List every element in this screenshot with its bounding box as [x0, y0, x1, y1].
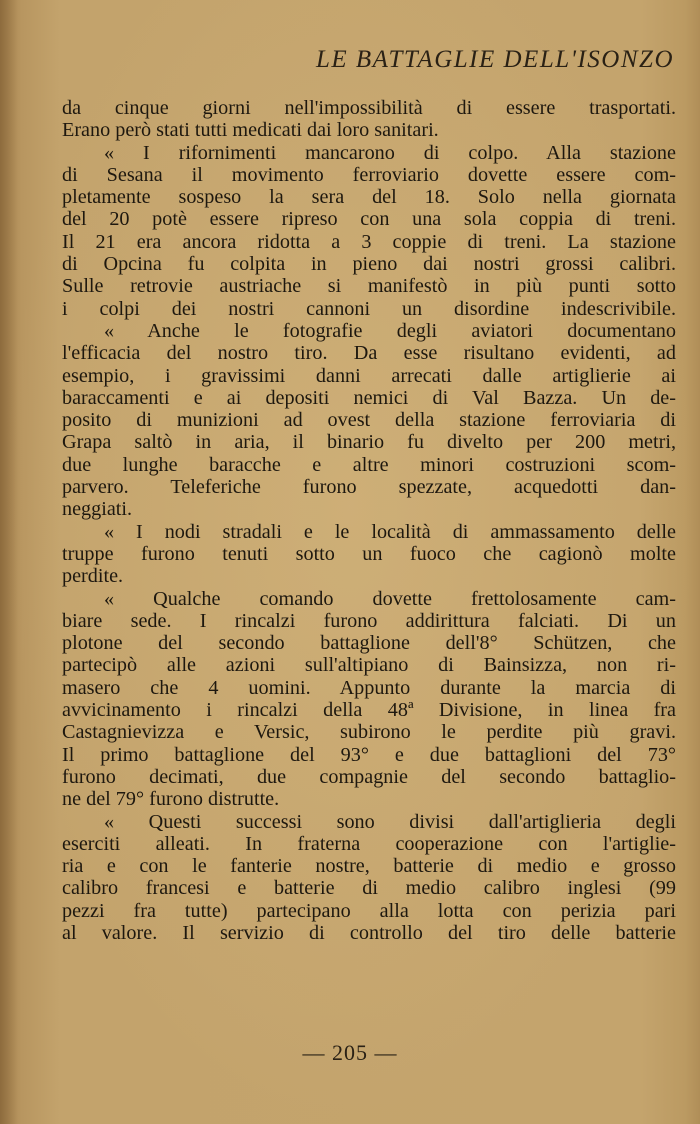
text-line: « Qualche comando dovette frettolosamente cam-	[104, 587, 676, 610]
text-line: calibro francesi e batterie di medio calibro inglesi (99	[62, 877, 676, 900]
paragraph	[62, 521, 676, 588]
text-line: i colpi dei nostri cannoni un disordine indescrivibile.	[62, 297, 676, 320]
text-line: parvero. Teleferiche furono spezzate, acquedotti dan-	[62, 476, 676, 499]
text-line: l'efficacia del nostro tiro. Da esse risultano evidenti, ad	[62, 342, 676, 365]
text-line: ria e con le fanterie nostre, batterie di medio e grosso	[62, 855, 676, 878]
text-line: furono decimati, due compagnie del secondo battaglio-	[62, 765, 676, 788]
text-line: di Sesana il movimento ferroviario dovette essere com-	[62, 163, 676, 186]
text-line: di Opcina fu colpita in pieno dai nostri grossi calibri.	[62, 253, 676, 276]
text-line: del 20 potè essere ripreso con una sola coppia di treni.	[62, 208, 676, 231]
body-text	[62, 97, 676, 944]
text-line: « I rifornimenti mancarono di colpo. Alla stazione	[104, 141, 676, 164]
text-line: pletamente sospeso la sera del 18. Solo nella giornata	[62, 186, 676, 209]
paragraph	[62, 811, 676, 945]
page-number: — 205 —	[302, 1040, 398, 1065]
binding-shadow	[0, 0, 18, 1124]
text-line: « I nodi stradali e le località di ammassamento delle	[104, 520, 676, 543]
text-line: eserciti alleati. In fraterna cooperazione con l'artiglie-	[62, 832, 676, 855]
text-line: masero che 4 uomini. Appunto durante la marcia di	[62, 676, 676, 699]
running-title: LE BATTAGLIE DELL'ISONZO	[315, 46, 674, 73]
text-line: al valore. Il servizio di controllo del tiro delle batterie	[62, 921, 676, 944]
text-line: posito di munizioni ad ovest della stazione ferroviaria di	[62, 409, 676, 432]
text-line: plotone del secondo battaglione dell'8° Schützen, che	[62, 632, 676, 655]
text-line: biare sede. I rincalzi furono addirittura falciati. Di un	[62, 609, 676, 632]
text-line: Erano però stati tutti medicati dai loro sanitari.	[62, 119, 439, 142]
paragraph	[62, 320, 676, 521]
text-line: Il primo battaglione del 93° e due battaglioni del 73°	[62, 743, 676, 766]
text-line: baraccamenti e ai depositi nemici di Val Bazza. Un de-	[62, 386, 676, 409]
text-line: due lunghe baracche e altre minori costruzioni scom-	[62, 453, 676, 476]
text-line: « Questi successi sono divisi dall'artiglieria degli	[104, 810, 676, 833]
text-line: truppe furono tenuti sotto un fuoco che cagionò molte	[62, 542, 676, 565]
text-line: neggiati.	[62, 498, 133, 521]
text-line: ne del 79° furono distrutte.	[62, 788, 280, 811]
text-line: perdite.	[62, 565, 124, 588]
text-line: pezzi fra tutte) partecipano alla lotta con perizia pari	[62, 899, 676, 922]
text-line: esempio, i gravissimi danni arrecati dalle artiglierie ai	[62, 364, 676, 387]
text-line: Grapa saltò in aria, il binario fu divelto per 200 metri,	[62, 431, 676, 454]
paragraph	[62, 142, 676, 320]
text-line: partecipò alle azioni sull'altipiano di Bainsizza, non ri-	[62, 654, 676, 677]
paragraph	[62, 588, 676, 811]
paragraph	[62, 97, 676, 142]
text-line: Il 21 era ancora ridotta a 3 coppie di treni. La stazione	[62, 230, 676, 253]
text-line: Sulle retrovie austriache si manifestò in più punti sotto	[62, 275, 676, 298]
text-line: da cinque giorni nell'impossibilità di essere trasportati.	[62, 97, 676, 119]
text-line: avvicinamento i rincalzi della 48ª Divisione, in linea fra	[62, 699, 676, 722]
text-line: « Anche le fotografie degli aviatori documentano	[104, 319, 676, 342]
text-line: Castagnievizza e Versic, subirono le perdite più gravi.	[62, 721, 676, 744]
